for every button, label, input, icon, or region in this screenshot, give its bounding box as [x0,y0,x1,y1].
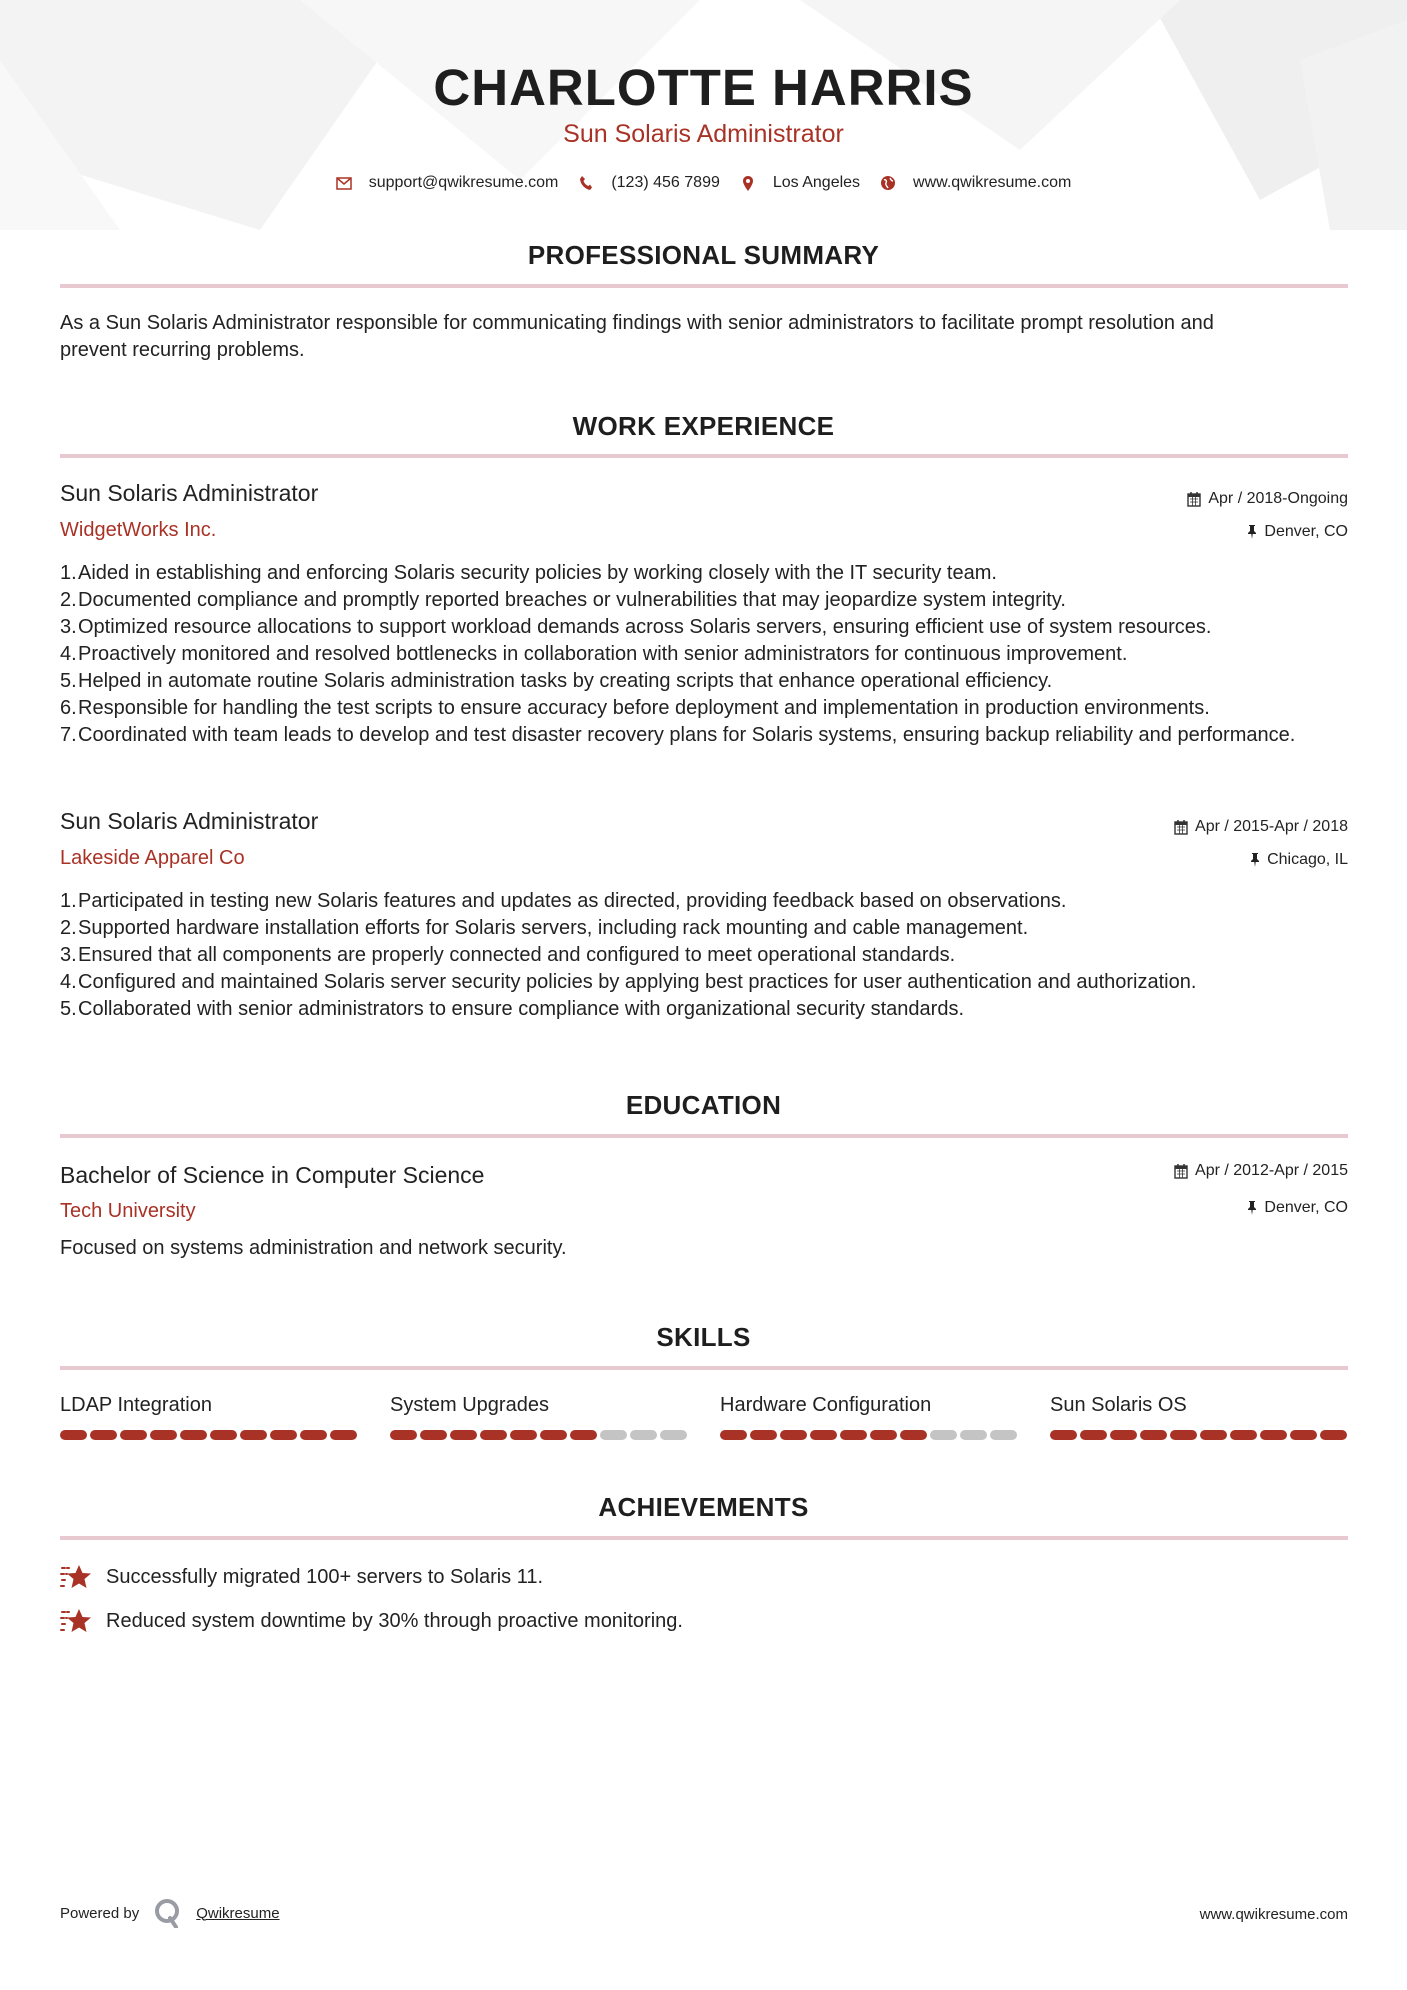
job-title: Sun Solaris Administrator [60,808,319,834]
skill-segment-filled [270,1430,297,1440]
education-heading: EDUCATION [625,1090,782,1120]
contact-phone[interactable] [578,174,720,192]
website-text: www.qwikresume.com [913,174,1072,191]
bullet-item: 1. Aided in establishing and enforcing Solaris security policies by working closely with the IT security team. [60,562,997,584]
skill-item [390,1394,690,1440]
skill-segment-filled [60,1430,87,1440]
calendar-icon [1174,1163,1188,1179]
degree-title: Bachelor of Science in Computer Science [60,1162,485,1188]
qwikresume-link[interactable]: Qwikresume [196,1904,280,1922]
globe-icon [880,175,896,191]
skill-segment-filled [1170,1430,1197,1440]
bullet-item: 3. Ensured that all components are properly connected and configured to meet operational standards. [60,944,956,966]
pushpin-icon [1247,1200,1257,1216]
footer-powered-by: Powered by Qwikresume [60,1898,280,1928]
skill-rating-bar [60,1430,360,1440]
skill-segment-filled [300,1430,327,1440]
skill-segment-filled [240,1430,267,1440]
skill-segment-filled [390,1430,417,1440]
candidate-title: Sun Solaris Administrator [563,120,844,148]
skill-segment-filled [570,1430,597,1440]
company-name: WidgetWorks Inc. [60,519,217,541]
skills-heading: SKILLS [656,1322,751,1352]
skill-segment-filled [420,1430,447,1440]
skill-segment-filled [750,1430,777,1440]
map-marker-icon [740,175,756,191]
job-bullets [60,560,1360,749]
calendar-icon [1187,491,1201,507]
skill-segment-filled [1200,1430,1227,1440]
job-location: Denver, CO [1247,523,1348,541]
envelope-icon [336,175,352,191]
achievements-heading: ACHIEVEMENTS [598,1492,809,1522]
skill-segment-filled [720,1430,747,1440]
section-divider [60,454,1348,458]
school-name: Tech University [60,1200,196,1222]
company-name: Lakeside Apparel Co [60,847,245,869]
calendar-icon [1174,819,1188,835]
bullet-item: 1. Participated in testing new Solaris features and updates as directed, providing feedback based on observations. [60,890,1067,912]
education-description: Focused on systems administration and network security. [60,1237,567,1259]
skill-label: Hardware Configuration [720,1394,932,1416]
star-icon [60,1563,92,1591]
pushpin-icon [1250,852,1260,868]
skill-label: Sun Solaris OS [1050,1394,1187,1416]
bullet-item: 6. Responsible for handling the test scripts to ensure accuracy before deployment and implementation in production environments. [60,697,1210,719]
skill-segment-filled [210,1430,237,1440]
experience-heading: WORK EXPERIENCE [572,411,835,441]
skill-item [60,1394,360,1440]
education-dates: Apr / 2012-Apr / 2015 [1174,1162,1348,1180]
skill-item [1050,1394,1350,1440]
job-bullets [60,888,1360,1023]
summary-heading: PROFESSIONAL SUMMARY [527,240,880,270]
qwikresume-logo-icon [154,1898,182,1928]
skill-segment-filled [1230,1430,1257,1440]
skill-segment-filled [480,1430,507,1440]
skill-segment-filled [1050,1430,1077,1440]
skill-segment-filled [870,1430,897,1440]
contact-website[interactable] [880,174,1071,192]
skill-segment-empty [630,1430,657,1440]
email-text: support@qwikresume.com [368,174,559,191]
contact-email[interactable] [336,174,559,192]
skill-segment-filled [450,1430,477,1440]
skill-segment-filled [120,1430,147,1440]
footer-website[interactable]: www.qwikresume.com [1199,1906,1348,1923]
skill-segment-filled [810,1430,837,1440]
skill-label: LDAP Integration [60,1394,212,1416]
job-dates: Apr / 2018-Ongoing [1187,490,1348,508]
skill-segment-filled [780,1430,807,1440]
achievement-item: Successfully migrated 100+ servers to Solaris 11. [60,1563,543,1591]
skill-segment-filled [510,1430,537,1440]
skill-segment-filled [1320,1430,1347,1440]
star-icon [60,1607,92,1635]
bullet-item: 2. Documented compliance and promptly reported breaches or vulnerabilities that may jeopardize system integrity. [60,589,1066,611]
summary-line: prevent recurring problems. [60,339,305,361]
skill-rating-bar [390,1430,690,1440]
skill-segment-filled [840,1430,867,1440]
job-dates: Apr / 2015-Apr / 2018 [1174,818,1348,836]
skill-segment-empty [930,1430,957,1440]
contact-row [0,174,1407,192]
skill-segment-empty [960,1430,987,1440]
section-divider [60,1536,1348,1540]
skill-segment-filled [540,1430,567,1440]
skill-segment-filled [1110,1430,1137,1440]
skill-segment-filled [1140,1430,1167,1440]
skill-segment-filled [1290,1430,1317,1440]
job-title: Sun Solaris Administrator [60,480,319,506]
location-text: Los Angeles [772,174,861,191]
skill-segment-filled [180,1430,207,1440]
section-divider [60,1366,1348,1370]
candidate-name: CHARLOTTE HARRIS [433,59,974,116]
summary-text [60,310,1350,364]
summary-line: As a Sun Solaris Administrator responsible for communicating findings with senior administrators to facilitate prompt resolution and [60,312,1214,334]
section-divider [60,284,1348,288]
skill-rating-bar [720,1430,1020,1440]
skill-segment-filled [150,1430,177,1440]
bullet-item: 5. Helped in automate routine Solaris administration tasks by creating scripts that enhance operational efficiency. [60,670,1053,692]
skills-grid [60,1394,1350,1440]
bullet-item: 4. Configured and maintained Solaris server security policies by applying best practices for user authentication and authorization. [60,971,1197,993]
job-location: Chicago, IL [1250,851,1348,869]
bullet-item: 2. Supported hardware installation efforts for Solaris servers, including rack mounting and cable management. [60,917,1029,939]
skill-rating-bar [1050,1430,1350,1440]
skill-label: System Upgrades [390,1394,549,1416]
contact-location [740,174,860,192]
skill-segment-filled [1260,1430,1287,1440]
skill-segment-filled [1080,1430,1107,1440]
skill-segment-empty [600,1430,627,1440]
education-location: Denver, CO [1247,1199,1348,1217]
skill-segment-filled [900,1430,927,1440]
bullet-item: 4. Proactively monitored and resolved bottlenecks in collaboration with senior administrators for continuous improvement. [60,643,1128,665]
skill-segment-filled [90,1430,117,1440]
bullet-item: 3. Optimized resource allocations to support workload demands across Solaris servers, ensuring efficient use of system resources. [60,616,1212,638]
achievement-item: Reduced system downtime by 30% through proactive monitoring. [60,1607,683,1635]
phone-text: (123) 456 7899 [611,174,720,191]
section-divider [60,1134,1348,1138]
skill-segment-empty [990,1430,1017,1440]
bullet-item: 5. Collaborated with senior administrators to ensure compliance with organizational security standards. [60,998,964,1020]
skill-segment-empty [660,1430,687,1440]
bullet-item: 7. Coordinated with team leads to develop and test disaster recovery plans for Solaris systems, ensuring backup reliability and performance. [60,724,1296,746]
pushpin-icon [1247,524,1257,540]
skill-segment-filled [330,1430,357,1440]
phone-icon [578,175,594,191]
skill-item [720,1394,1020,1440]
